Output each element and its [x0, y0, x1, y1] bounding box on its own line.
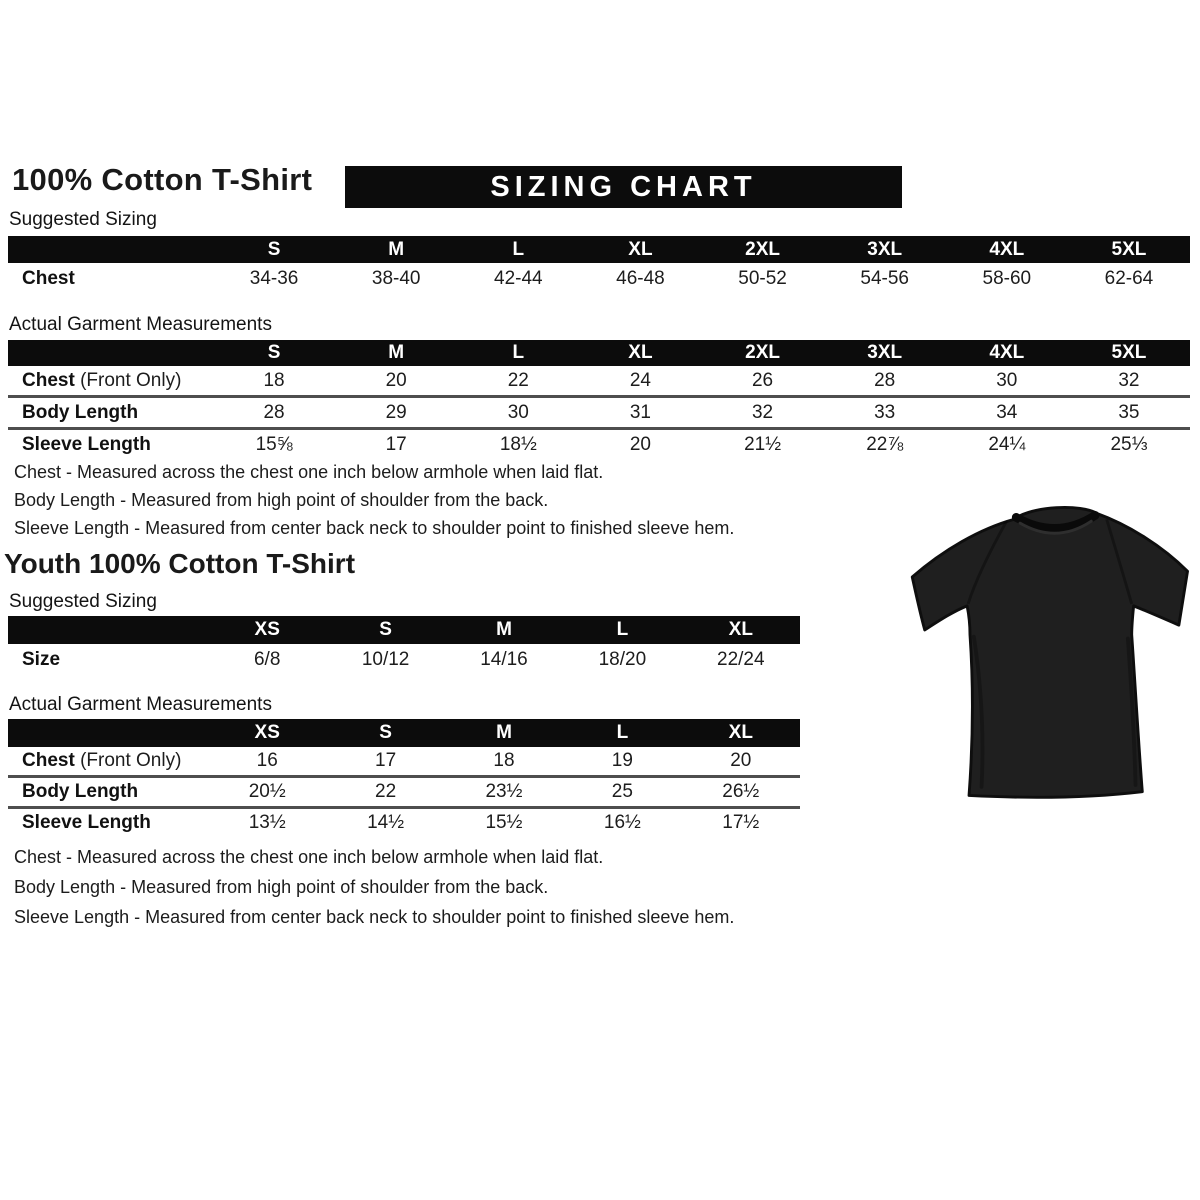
page-title: 100% Cotton T-Shirt [12, 162, 313, 197]
value-cell: 34 [946, 397, 1068, 429]
value-cell: 58-60 [982, 267, 1032, 289]
table-row [8, 397, 1190, 429]
table-row [8, 366, 1190, 397]
value-cell: 30 [996, 369, 1018, 391]
col-header: 4XL [946, 236, 1068, 263]
value-cell: 18 [263, 369, 285, 391]
youth-actual-measurements-label: Actual Garment Measurements [9, 694, 272, 715]
row-label: Sleeve Length [8, 808, 208, 838]
col-header: 5XL [1068, 236, 1190, 263]
value-cell: 34-36 [249, 267, 299, 289]
col-header: 2XL [702, 236, 824, 263]
row-label: Chest (Front Only) [22, 750, 182, 771]
tshirt-product-image [893, 472, 1200, 836]
note-line: Sleeve Length - Measured from center back neck to shoulder point to finished sleeve hem. [14, 907, 735, 927]
youth-suggested-sizing-table [8, 616, 800, 675]
value-cell: 28 [874, 369, 896, 391]
col-header: 3XL [824, 340, 946, 366]
row-label: Size [22, 648, 61, 670]
table-row [8, 808, 800, 838]
value-cell: 38-40 [371, 267, 421, 289]
col-header: XL [579, 236, 701, 263]
col-header: 2XL [702, 340, 824, 366]
value-cell: 50-52 [738, 267, 787, 289]
value-cell: 54-56 [860, 267, 909, 289]
col-header: M [335, 340, 457, 366]
value-cell: 16½ [563, 808, 681, 838]
value-cell: 30 [457, 397, 579, 429]
value-cell: 13½ [208, 808, 326, 838]
value-cell: 21½ [702, 429, 824, 460]
adult-suggested-sizing-label: Suggested Sizing [9, 209, 157, 230]
col-header: M [445, 719, 563, 747]
header-row [8, 616, 800, 644]
value-cell: 25⅓ [1068, 429, 1190, 460]
value-cell: 33 [824, 397, 946, 429]
header-row [8, 719, 800, 747]
col-header: XS [208, 719, 326, 747]
value-cell: 17 [375, 750, 397, 771]
col-header: XS [208, 616, 326, 644]
value-cell: 16 [256, 750, 278, 771]
adult-actual-measurements-label: Actual Garment Measurements [9, 314, 272, 335]
value-cell: 20 [579, 429, 701, 460]
col-header: XL [579, 340, 701, 366]
adult-actual-measurements-table [8, 340, 1190, 459]
value-cell: 24¼ [946, 429, 1068, 460]
value-cell: 6/8 [253, 648, 281, 670]
adult-suggested-sizing-table [8, 236, 1190, 294]
header-row [8, 236, 1190, 263]
value-cell: 23½ [445, 777, 563, 808]
youth-measurement-notes [14, 842, 734, 932]
empty-header-cell [8, 340, 213, 366]
value-cell: 14/16 [480, 648, 528, 670]
value-cell: 22 [326, 777, 444, 808]
header-row [8, 340, 1190, 366]
youth-actual-measurements-table [8, 719, 800, 837]
value-cell: 28 [213, 397, 335, 429]
col-header: L [563, 719, 681, 747]
note-line: Chest - Measured across the chest one inch below armhole when laid flat. [14, 462, 604, 482]
youth-section-title: Youth 100% Cotton T-Shirt [4, 548, 356, 579]
col-header: 4XL [946, 340, 1068, 366]
col-header: S [326, 616, 444, 644]
note-line: Body Length - Measured from high point of shoulder from the back. [14, 490, 549, 510]
row-label: Chest [22, 267, 75, 289]
empty-header-cell [8, 616, 208, 644]
value-cell: 32 [702, 397, 824, 429]
col-header: S [213, 340, 335, 366]
table-row [8, 777, 800, 808]
value-cell: 29 [335, 397, 457, 429]
value-cell: 25 [563, 777, 681, 808]
row-label: Sleeve Length [8, 429, 213, 460]
col-header: L [457, 340, 579, 366]
col-header: L [457, 236, 579, 263]
value-cell: 35 [1068, 397, 1190, 429]
value-cell: 62-64 [1104, 267, 1154, 289]
sizing-chart-banner [345, 166, 902, 208]
value-cell: 17½ [682, 808, 800, 838]
col-header: M [335, 236, 457, 263]
tshirt-body [912, 507, 1187, 797]
value-cell: 32 [1118, 369, 1140, 391]
value-cell: 15½ [445, 808, 563, 838]
col-header: M [445, 616, 563, 644]
value-cell: 18/20 [598, 648, 647, 670]
value-cell: 19 [611, 750, 633, 771]
value-cell: 10/12 [361, 648, 410, 670]
value-cell: 20 [730, 750, 752, 771]
note-line: Chest - Measured across the chest one inch below armhole when laid flat. [14, 847, 604, 867]
sizing-chart-banner-label: SIZING CHART [490, 170, 757, 203]
table-row [8, 644, 800, 675]
value-cell: 22⅞ [824, 429, 946, 460]
note-line: Sleeve Length - Measured from center back neck to shoulder point to finished sleeve hem. [14, 518, 735, 538]
value-cell: 20 [385, 369, 407, 391]
col-header: S [213, 236, 335, 263]
value-cell: 24 [629, 369, 651, 391]
value-cell: 18 [493, 750, 515, 771]
empty-header-cell [8, 719, 208, 747]
value-cell: 20½ [208, 777, 326, 808]
col-header: 3XL [824, 236, 946, 263]
empty-header-cell [8, 236, 213, 263]
value-cell: 26½ [682, 777, 800, 808]
table-row [8, 429, 1190, 460]
value-cell: 14½ [326, 808, 444, 838]
table-row [8, 747, 800, 777]
col-header: S [326, 719, 444, 747]
value-cell: 31 [579, 397, 701, 429]
col-header: L [563, 616, 681, 644]
row-label: Body Length [8, 397, 213, 429]
note-line: Body Length - Measured from high point of shoulder from the back. [14, 877, 549, 897]
col-header: XL [682, 719, 800, 747]
table-row [8, 263, 1190, 294]
value-cell: 18½ [457, 429, 579, 460]
value-cell: 42-44 [494, 267, 543, 289]
col-header: XL [682, 616, 800, 644]
value-cell: 15⅝ [213, 429, 335, 460]
youth-suggested-sizing-label: Suggested Sizing [9, 591, 157, 612]
value-cell: 22 [507, 369, 529, 391]
value-cell: 26 [751, 369, 774, 391]
row-label: Body Length [8, 777, 208, 808]
value-cell: 46-48 [616, 267, 665, 289]
row-label: Chest (Front Only) [22, 369, 182, 391]
col-header: 5XL [1068, 340, 1190, 366]
value-cell: 22/24 [717, 648, 765, 670]
adult-measurement-notes [14, 458, 734, 542]
value-cell: 17 [335, 429, 457, 460]
